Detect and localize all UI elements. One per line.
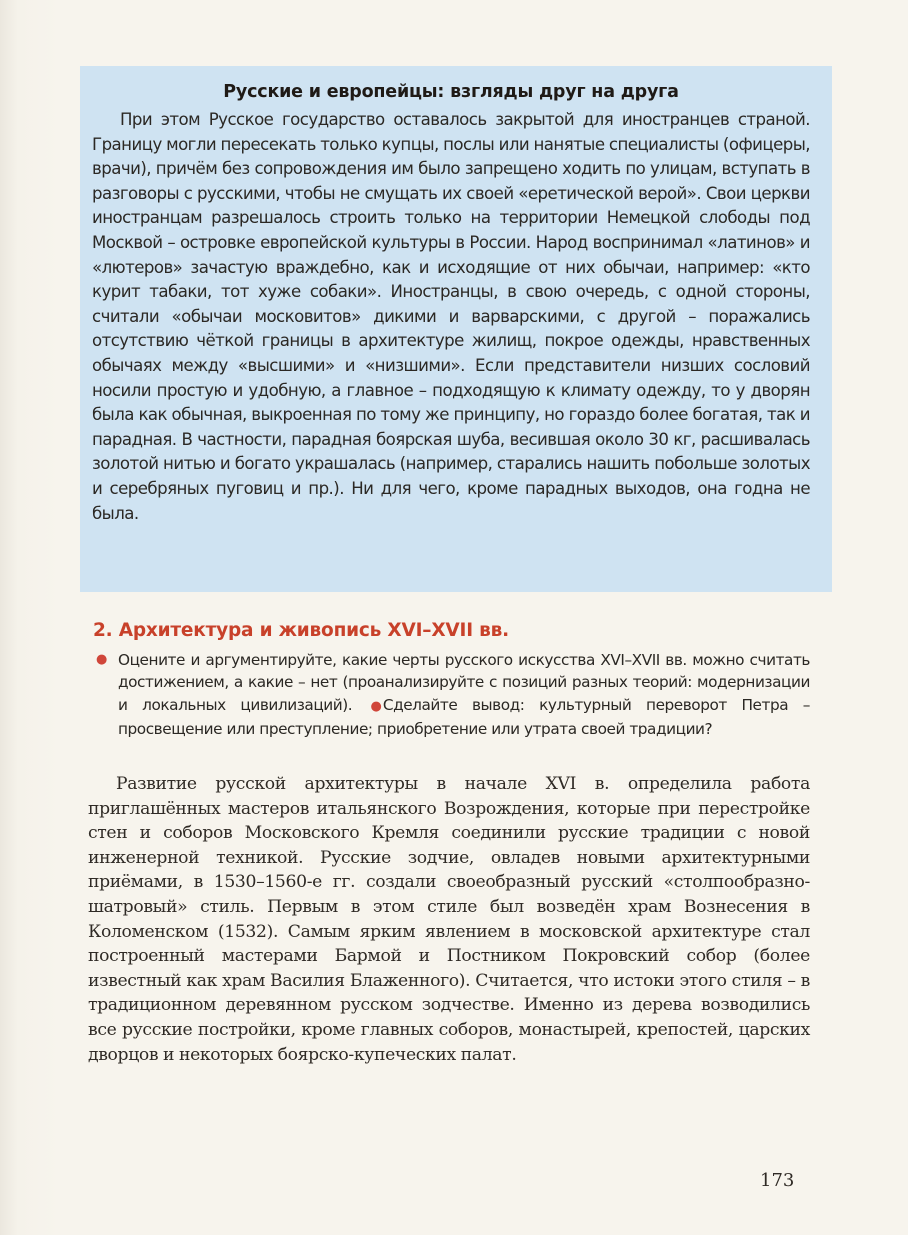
sidebox-text: При этом Русское государство оставалось закрытой для иностранцев страной. Границу могли пересекать только купцы, послы или нанятые специалисты (офицеры, врачи), причём без сопровождения им было запрещено ходить по улицам, вступать в разговоры с русскими, чтобы не смущать их своей «еретической верой». Свои церкви иностранцам разрешалось строить только на территории Немецкой слободы под Москвой – островке европейской культуры в России. Народ воспринимал «латинов» и «лютеров» зачастую враждебно, как и исходящие от них обычаи, например: «кто курит табаки, тот хуже собаки». Иностранцы, в свою очередь, с одной стороны, считали «обычаи московитов» дикими и варварскими, с другой – поражались отсутствию чёткой границы в архитектуре жилищ, покрое одежды, нравственных обычаях между «высшими» и «низшими». Если представители низших сословий носили простую и удобную, а главное – подходящую к климату одежду, то у дворян была как обычная, выкроенная по тому же принципу, но гораздо более богатая, так и парадная. В частности, парадная боярская шуба, весившая около 30 кг, расшивалась золотой нитью и богато украшалась (например, старались нашить побольше золотых и серебряных пуговиц и пр.). Ни для чего, кроме парадных выходов, она годна не была.: [92, 110, 810, 523]
task-2-text: Сделайте вывод: культурный переворот Петра – просвещение или преступление; приобретение или утрата своей традиции?: [118, 695, 810, 738]
task-1-text: Оцените и аргументируйте, какие черты русского искусства XVI–XVII вв. можно считать достижением, а какие – нет (проанализируйте с позиций разных теорий: модернизации и локальных цивилизаций).: [118, 651, 810, 714]
bullet-icon: ●: [96, 652, 107, 667]
task-list: [96, 649, 810, 740]
section-heading: 2. Архитектура и живопись XVI–XVII вв.: [93, 620, 509, 641]
sidebox-title: Русские и европейцы: взгляды друг на друга: [223, 82, 679, 102]
main-paragraph: Развитие русской архитектуры в начале XVI в. определила работа приглашённых мастеров итальянского Возрождения, которые при перестройке стен и соборов Московского Кремля соединили русские традиции с новой инженерной техникой. Русские зодчие, овладев новыми архитектурными приёмами, в 1530–1560-е гг. создали своеобразный русский «столпообразно-шатровый» стиль. Первым в этом стиле был возведён храм Вознесения в Коломенском (1532). Самым ярким явлением в московской архитектуре стал построенный мастерами Бармой и Постником Покровский собор (более известный как храм Василия Блаженного). Считается, что истоки этого стиля – в традиционном деревянном русском зодчестве. Именно из дерева возводились все русские постройки, кроме главных соборов, монастырей, крепостей, царских дворцов и некоторых боярско-купеческих палат.: [88, 774, 810, 1065]
sidebar-info-box: [80, 66, 832, 592]
bullet-icon: ●: [366, 698, 382, 714]
task-item: [96, 649, 810, 740]
page-number: 173: [760, 1170, 795, 1191]
